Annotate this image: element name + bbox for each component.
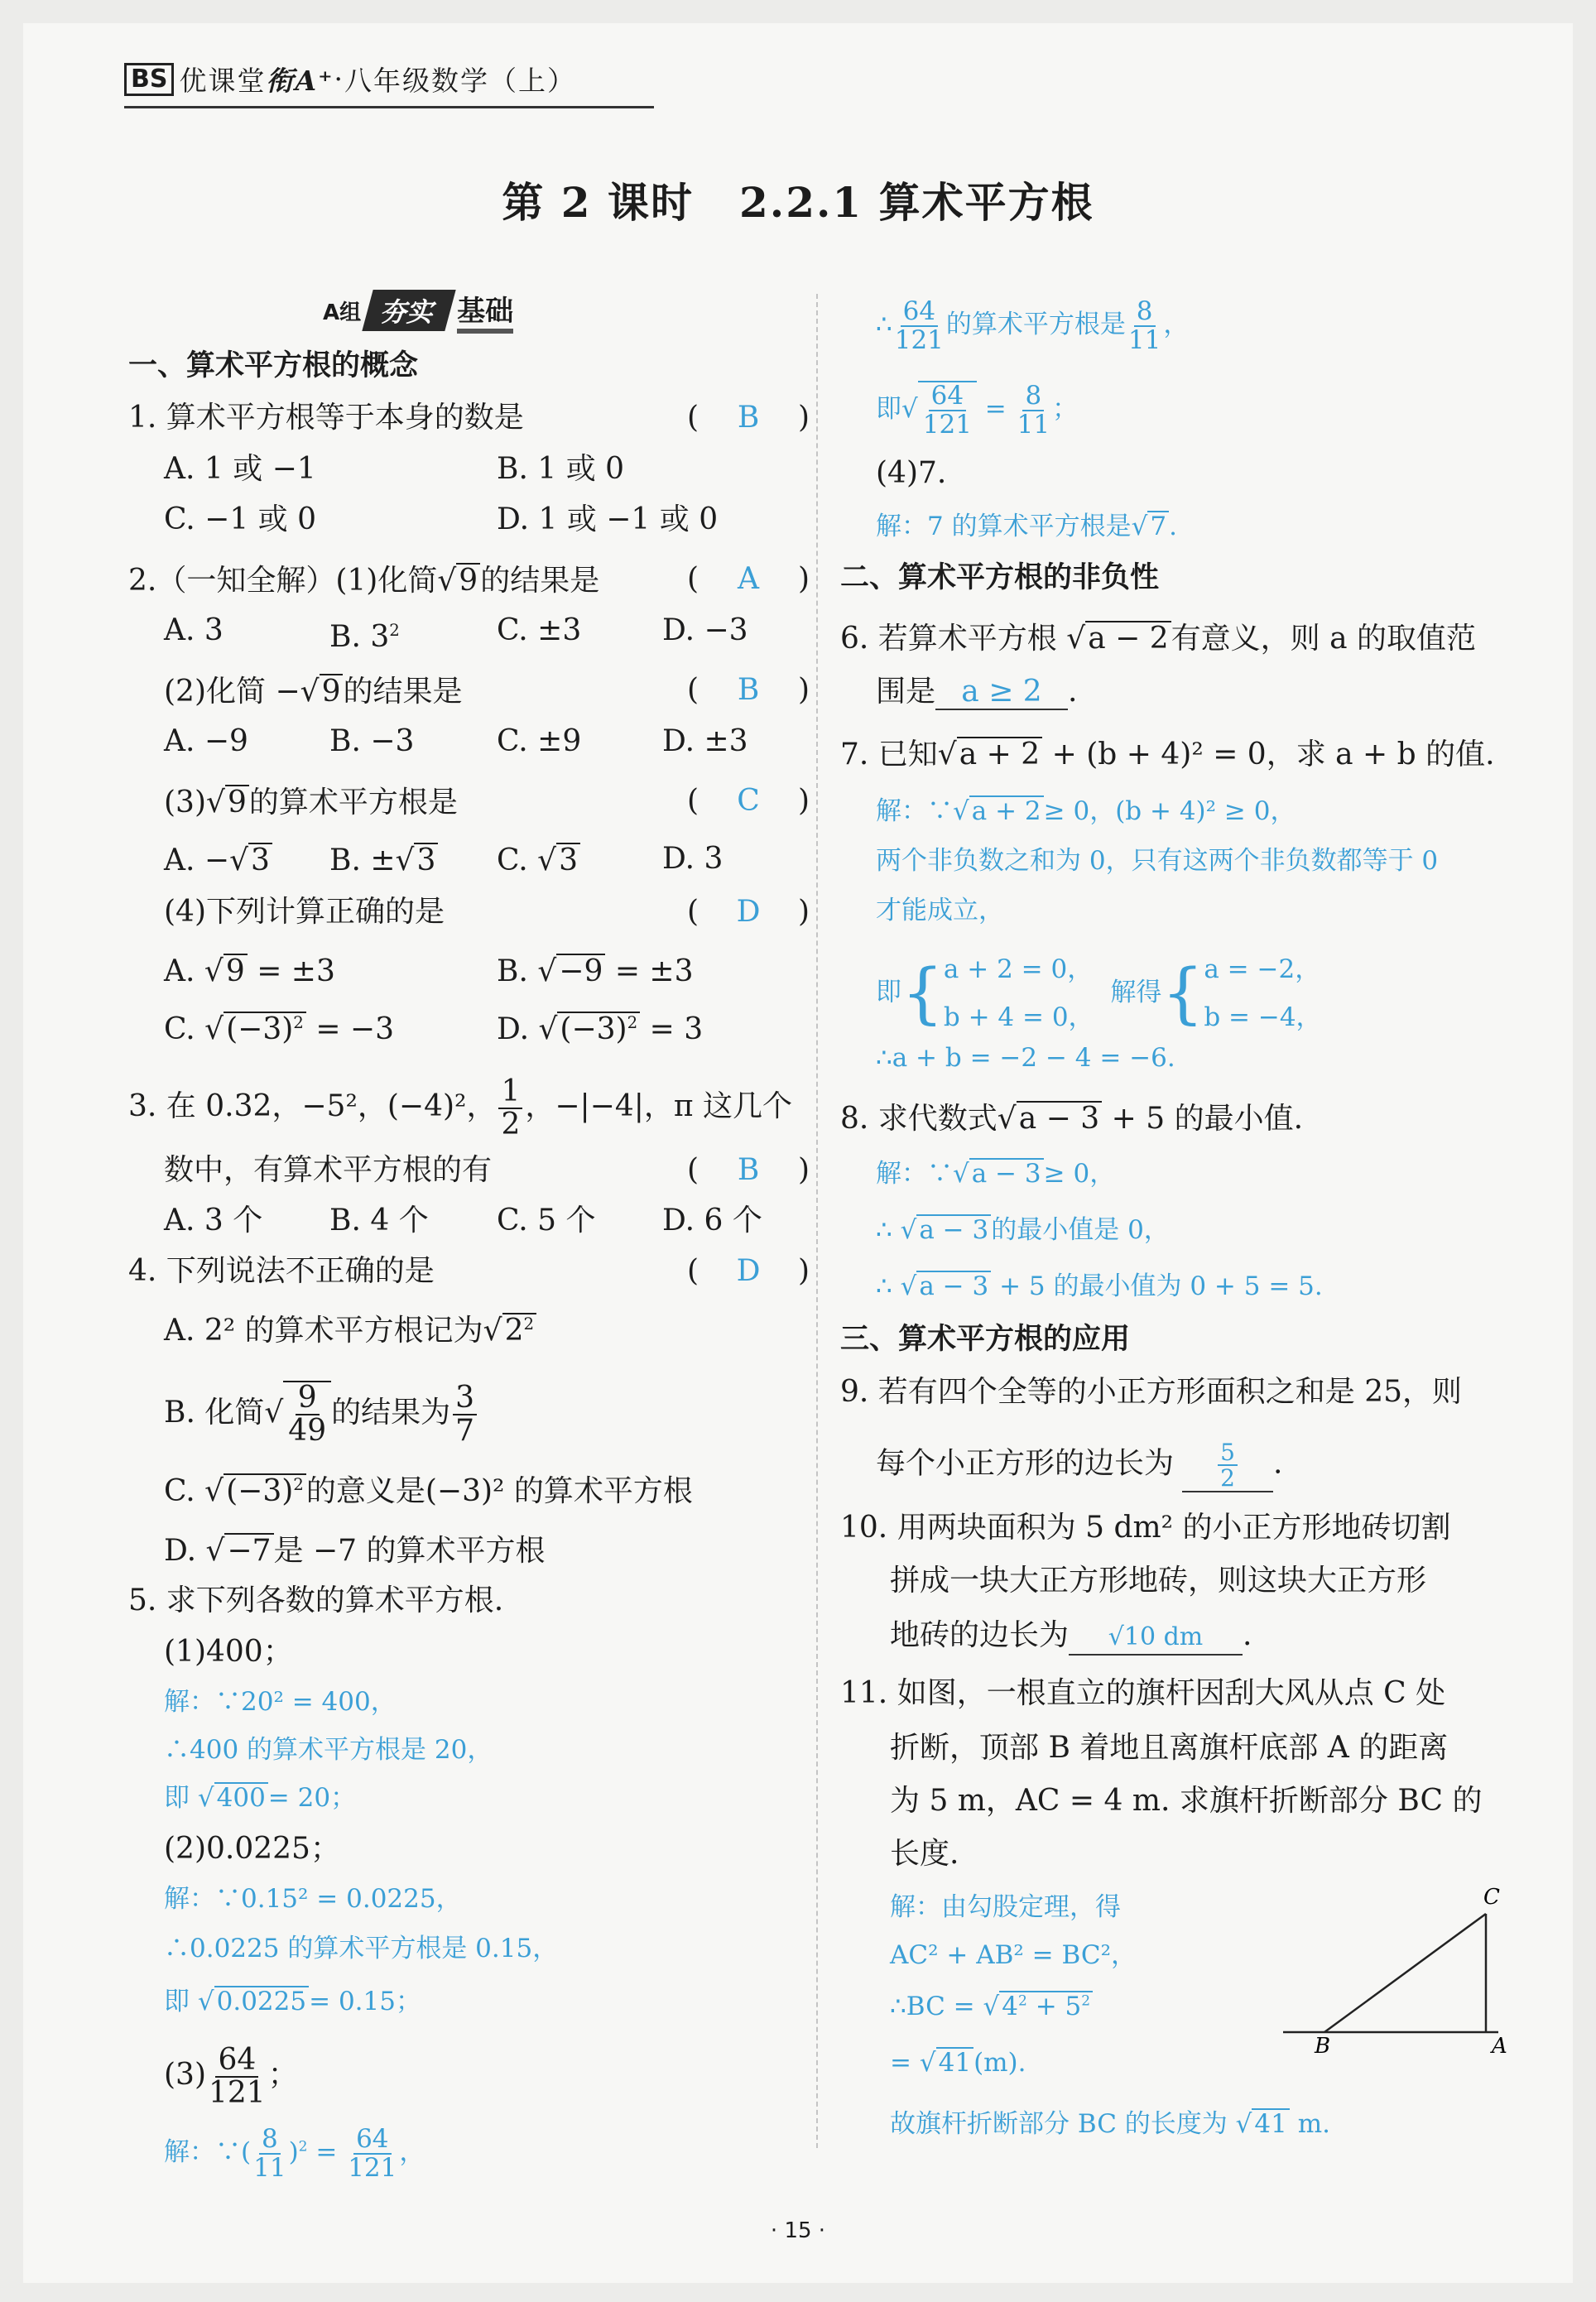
q2-1-answer-box: ( A ): [687, 562, 810, 596]
q11-step-5: 故旗杆折断部分 BC 的长度为 √ 41 m.: [890, 2107, 1330, 2141]
q11-step-2: AC² + AB² = BC²，: [890, 1940, 1137, 1970]
q2-2-stem: (2)化简 −√ 9的结果是: [164, 674, 462, 709]
q5-part-3: (3) $\frac{64}{121}$ ；: [164, 2043, 298, 2110]
broken-segment-bc: [1324, 1914, 1486, 2032]
q2-2-option-c: C. ±9: [497, 724, 582, 758]
q3-stem: 3. 在 0.32，−5²，(−4)²， $\frac{1}{2}$ ，−|−4|，π 这几个: [128, 1074, 792, 1141]
lesson-number: 第 2 课时: [502, 178, 694, 227]
q2-3-option-a-text: A. −: [164, 843, 230, 877]
q9-stem-2-text: 每个小正方形的边长为: [876, 1446, 1175, 1481]
q2-4-stem: (4)下列计算正确的是: [164, 895, 445, 929]
q2-4-answer: D: [736, 895, 761, 929]
q9-stem-2: 每个小正方形的边长为 $\frac{5}{2}$ .: [876, 1439, 1283, 1492]
group-badge: [323, 290, 513, 331]
q4-answer-box: ( D ): [687, 1254, 810, 1288]
q5-2-step-2: ∴0.0225 的算术平方根是 0.15，: [164, 1934, 559, 1963]
q5-3-step-3: 即√ $\frac{64}{121}$ = $\frac{8}{11}$ ；: [876, 381, 1078, 438]
q4-option-c: C. √ $(-3)^2$的意义是(−3)² 的算术平方根: [164, 1473, 693, 1508]
q2-1-option-a: A. 3: [164, 613, 224, 647]
q7-step-3: 才能成立，: [876, 896, 1004, 925]
q5-part-1: (1)400；: [164, 1635, 293, 1669]
q10-stem: 10. 用两块面积为 5 dm² 的小正方形地砖切割: [840, 1511, 1451, 1545]
book-name: 优课堂: [179, 65, 267, 97]
label-c: C: [1483, 1885, 1500, 1910]
book-header: [124, 60, 576, 99]
label-b: B: [1315, 2034, 1331, 2053]
q3-answer: B: [737, 1153, 760, 1187]
q2-1-option-b: B. $3^2$: [329, 620, 400, 654]
q1-stem: 1. 算术平方根等于本身的数是: [128, 401, 524, 435]
q5-part-4: (4)7.: [876, 456, 947, 490]
badge-group: A组: [323, 300, 362, 325]
q8-stem: 8. 求代数式√ a − 3 + 5 的最小值.: [840, 1101, 1303, 1136]
bs-logo: BS: [124, 63, 174, 96]
q7-stem-text: 7. 已知: [840, 738, 938, 771]
q5-2-step-1: 解：∵0.15² = 0.0225，: [164, 1884, 462, 1914]
page-title: [0, 170, 1596, 229]
q2-3-option-b: B. ±√ 3: [329, 843, 438, 877]
q11-step-5-tail: m.: [1297, 2109, 1330, 2139]
q1-option-d: D. 1 或 −1 或 0: [497, 502, 719, 536]
q10-answer: [1069, 1621, 1243, 1656]
q2-1-option-d: D. −3: [662, 613, 748, 647]
q5-1-step-3: 即 √ 400= 20；: [164, 1781, 356, 1814]
q5-part-3-label: (3): [164, 2057, 206, 2092]
q2-4-option-d: D. √ $(-3)^2 = 3$: [497, 1012, 703, 1046]
q11-stem-2: 折断，顶部 B 着地且离旗杆底部 A 的距离: [890, 1731, 1449, 1765]
q5-4-step-1-text: 解：7 的算术平方根是: [876, 512, 1132, 541]
q3-option-c: C. 5 个: [497, 1204, 596, 1238]
q8-step-1: 解：∵√ a − 3≥ 0，: [876, 1157, 1115, 1190]
header-rule: [124, 106, 654, 108]
lesson-topic: 2.2.1 算术平方根: [739, 178, 1094, 227]
q2-1-answer: A: [738, 562, 760, 596]
q7-step-2: 两个非负数之和为 0，只有这两个非负数都等于 0: [876, 846, 1439, 876]
q6-stem-2: 围是 a ≥ 2 .: [876, 675, 1078, 709]
q10-stem-3: 地砖的边长为√ 10 dm .: [890, 1619, 1252, 1656]
q5-3-step-1-text: 解：∵: [164, 2137, 241, 2168]
q11-stem-4: 长度.: [890, 1837, 959, 1871]
section-3-heading: 三、算术平方根的应用: [840, 1323, 1131, 1356]
q8-step-2: ∴ √ a − 3的最小值是 0，: [876, 1213, 1170, 1247]
q5-1-step-3-tail: = 20；: [267, 1783, 357, 1813]
q2-stem-text: 2.（一知全解）(1)化简: [128, 564, 438, 598]
flagpole-diagram: [1275, 1879, 1523, 2053]
q2-4-answer-box: ( D ): [687, 895, 810, 929]
q1-answer-box: ( B ): [687, 401, 810, 435]
q2-2-answer: B: [737, 673, 760, 707]
q11-step-3: ∴BC = √ $4^2 + 5^2$: [890, 1990, 1093, 2023]
column-divider: [816, 294, 818, 2148]
q5-part-2: (2)0.0225；: [164, 1832, 340, 1866]
q3-stem-tail: ，−|−4|，π 这几个: [525, 1089, 792, 1123]
q2-1-option-b-text: B. 3: [329, 620, 390, 654]
q9-stem: 9. 若有四个全等的小正方形面积之和是 25，则: [840, 1375, 1463, 1409]
q2-stem: 2.（一知全解）(1)化简√ 9的结果是: [128, 563, 599, 598]
q11-stem-3: 为 5 m，AC = 4 m. 求旗杆折断部分 BC 的: [890, 1784, 1483, 1818]
q7-stem-tail: + (b + 4)² = 0，求 a + b 的值.: [1051, 738, 1495, 771]
q7-result-1: a = −2，: [1204, 954, 1321, 984]
q2-3-option-c: C. √ 3: [497, 843, 580, 877]
q11-stem: 11. 如图，一根直立的旗杆因刮大风从点 C 处: [840, 1676, 1446, 1710]
q2-3-stem-tail: 的算术平方根是: [248, 786, 458, 819]
q4-option-b-tail: 的结果为: [331, 1395, 451, 1430]
q11-step-4-label: =: [890, 2048, 911, 2078]
q7-result-2: b = −4，: [1204, 1002, 1322, 1032]
q3-stem-text: 3. 在 0.32，−5²，(−4)²，: [128, 1089, 497, 1123]
q11-step-4-tail: (m).: [973, 2048, 1026, 2078]
badge-label-2: 基础: [457, 288, 513, 334]
q2-2-option-d: D. ±3: [662, 724, 748, 758]
q5-4-step-1: 解：7 的算术平方根是√ 7.: [876, 510, 1177, 543]
q1-answer: B: [737, 401, 760, 435]
q7-eq-1: a + 2 = 0，: [943, 954, 1094, 984]
q7-step-4: ∴a + b = −2 − 4 = −6.: [876, 1043, 1175, 1073]
q2-stem-tail: 的结果是: [480, 564, 600, 598]
q4-option-d: D. √ −7是 −7 的算术平方根: [164, 1533, 545, 1568]
q5-2-step-3: 即 √ 0.0225= 0.15；: [164, 1985, 421, 2018]
q2-2-answer-box: ( B ): [687, 673, 810, 707]
q6-stem-tail: 有意义，则 a 的取值范: [1171, 622, 1476, 656]
subject-name: 八年级数学（上）: [344, 65, 577, 97]
q8-step-3-tail: + 5 的最小值为 0 + 5 = 5.: [999, 1271, 1323, 1301]
q6-stem-2-text: 围是: [876, 675, 936, 709]
q8-step-1-tail: ≥ 0，: [1043, 1159, 1116, 1189]
q5-3-step-2-text: 的算术平方根是: [945, 310, 1126, 340]
section-1-heading: 一、算术平方根的概念: [128, 349, 419, 382]
q6-stem-text: 6. 若算术平方根: [840, 622, 1057, 656]
q1-option-a: A. 1 或 −1: [164, 452, 316, 486]
q8-stem-tail: + 5 的最小值.: [1111, 1102, 1304, 1136]
q2-4-option-c: C. √ $(-3)^2 = -3$: [164, 1012, 394, 1046]
q2-2-stem-tail: 的结果是: [343, 675, 463, 709]
q5-stem: 5. 求下列各数的算术平方根.: [128, 1584, 504, 1617]
q6-answer: a ≥ 2: [935, 675, 1068, 710]
q4-option-a-text: A. 2² 的算术平方根记为: [164, 1314, 483, 1348]
q4-option-b-text: B. 化简: [164, 1395, 265, 1430]
q11-step-4: = √ 41(m).: [890, 2046, 1026, 2079]
q2-1-option-c: C. ±3: [497, 613, 582, 647]
q2-3-answer-box: ( C ): [687, 784, 810, 818]
q5-2-step-3-tail: = 0.15；: [309, 1987, 421, 2016]
q2-3-option-b-text: B. ±: [329, 843, 396, 877]
q10-stem-2: 拼成一块大正方形地砖，则这块大正方形: [890, 1564, 1427, 1598]
q8-stem-text: 8. 求代数式: [840, 1102, 997, 1136]
q7-system: 即{ a + 2 = 0， b + 4 = 0， 解得{ a = −2， b = −4，: [876, 945, 1322, 1041]
q2-3-stem: (3)√ 9的算术平方根是: [164, 785, 458, 819]
q11-step-5-text: 故旗杆折断部分 BC 的长度为: [890, 2109, 1228, 2139]
q7-solve-label: 解得: [1110, 977, 1162, 1007]
q5-1-step-1: 解：∵20² = 400，: [164, 1687, 397, 1717]
q2-3-answer: C: [737, 784, 760, 818]
header-sep: ·: [334, 63, 345, 95]
section-2-heading: 二、算术平方根的非负性: [840, 561, 1160, 594]
q11-step-1: 解：由勾股定理，得: [890, 1892, 1121, 1922]
q5-1-step-2: ∴400 的算术平方根是 20，: [164, 1735, 493, 1765]
q7-step-1-tail: ≥ 0，(b + 4)² ≥ 0，: [1043, 796, 1296, 826]
q8-step-3: ∴ √ a − 3 + 5 的最小值为 0 + 5 = 5.: [876, 1270, 1323, 1303]
q4-option-b: B. 化简√ $\frac{9}{49}$ 的结果为 $\frac{3}{7}$: [164, 1381, 479, 1447]
brand-name: 衔A⁺: [266, 65, 334, 97]
q10-answer-value: 10 dm: [1123, 1622, 1204, 1651]
q4-stem: 4. 下列说法不正确的是: [128, 1254, 435, 1288]
q7-eq-2: b + 4 = 0，: [943, 1002, 1094, 1032]
q1-option-c: C. −1 或 0: [164, 502, 317, 536]
q3-option-d: D. 6 个: [662, 1204, 762, 1238]
q9-answer: $\frac{5}{2}$: [1182, 1440, 1273, 1492]
q2-3-option-d: D. 3: [662, 842, 723, 876]
badge-label-1: 夯实: [362, 290, 455, 331]
q8-step-2-tail: 的最小值是 0，: [991, 1215, 1170, 1245]
q8-step-1-label: 解：∵: [876, 1159, 953, 1189]
q4-option-d-text: 是 −7 的算术平方根: [273, 1534, 546, 1568]
q3-answer-box: ( B ): [687, 1153, 810, 1187]
q2-4-option-a: A. √ 9 = ±3: [164, 954, 335, 988]
q2-2-option-b: B. −3: [329, 724, 415, 758]
label-a: A: [1492, 2034, 1507, 2053]
q3-stem-2: 数中，有算术平方根的有: [164, 1153, 493, 1187]
q5-3-step-2: ∴ $\frac{64}{121}$ 的算术平方根是 $\frac{8}{11}$ ，: [876, 296, 1190, 355]
q4-option-a: A. 2² 的算术平方根记为√ $2^2$: [164, 1313, 536, 1348]
q2-2-option-a: A. −9: [164, 724, 248, 758]
q2-2-stem-text: (2)化简 −: [164, 675, 300, 709]
q4-answer: D: [736, 1254, 761, 1288]
q7-stem: 7. 已知√ a + 2 + (b + 4)² = 0，求 a + b 的值.: [840, 737, 1495, 771]
q3-option-a: A. 3 个: [164, 1204, 263, 1238]
q5-3-step-1: 解：∵( $\frac{8}{11}$ )$^2$ = $\frac{64}{121}$ ，: [164, 2124, 425, 2183]
q5-3-step-3-label: 即: [876, 394, 901, 425]
page-number: · 15 ·: [770, 2218, 826, 2243]
q7-step-1-label: 解：∵: [876, 796, 953, 826]
q7-step-1: 解：∵√ a + 2≥ 0，(b + 4)² ≥ 0，: [876, 795, 1296, 828]
q1-option-b: B. 1 或 0: [497, 452, 625, 486]
q4-option-c-text: 的意义是(−3)² 的算术平方根: [305, 1474, 693, 1508]
q3-option-b: B. 4 个: [329, 1204, 429, 1238]
q2-4-option-b: B. √ −9 = ±3: [497, 954, 694, 988]
q10-stem-3-text: 地砖的边长为: [890, 1618, 1070, 1652]
q2-3-option-a: A. −√ 3: [164, 843, 272, 877]
q6-stem: 6. 若算术平方根 √ a − 2有意义，则 a 的取值范: [840, 621, 1476, 656]
q11-step-3-label: ∴BC =: [890, 1992, 975, 2021]
q2-3-option-c-text: C.: [497, 843, 538, 877]
